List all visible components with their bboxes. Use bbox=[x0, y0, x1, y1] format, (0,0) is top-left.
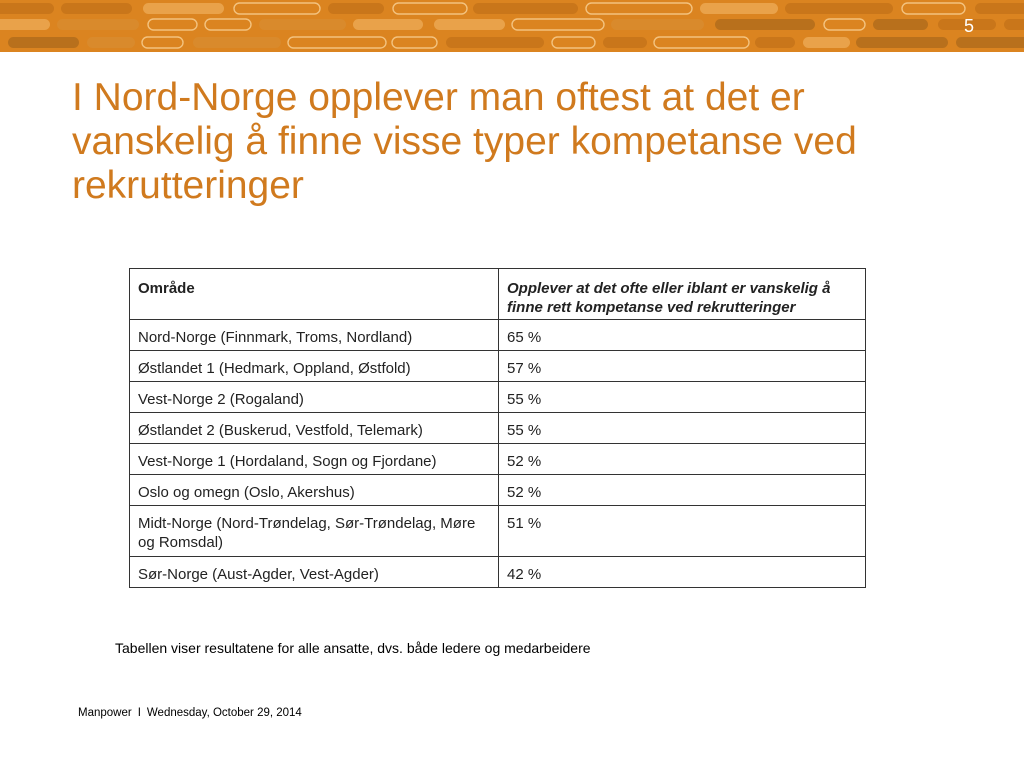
region-cell: Nord-Norge (Finnmark, Troms, Nordland) bbox=[130, 320, 499, 351]
banner-pill bbox=[902, 3, 965, 14]
region-cell: Vest-Norge 2 (Rogaland) bbox=[130, 382, 499, 413]
banner-pill bbox=[328, 3, 384, 14]
banner-pill bbox=[873, 19, 928, 30]
column-header-percentage: Opplever at det ofte eller iblant er vanskelig å finne rett kompetanse ved rekrutteringer bbox=[499, 269, 866, 320]
banner-pill bbox=[142, 37, 183, 48]
percentage-cell: 55 % bbox=[499, 413, 866, 444]
region-cell: Sør-Norge (Aust-Agder, Vest-Agder) bbox=[130, 557, 499, 588]
banner-pill bbox=[392, 37, 437, 48]
table-row bbox=[130, 475, 866, 506]
banner-pill bbox=[552, 37, 595, 48]
table-row bbox=[130, 413, 866, 444]
banner-pill bbox=[446, 37, 544, 48]
banner-pill bbox=[353, 19, 423, 30]
banner-pill bbox=[87, 37, 135, 48]
region-cell: Midt-Norge (Nord-Trøndelag, Sør-Trøndelag, Møre og Romsdal) bbox=[130, 506, 499, 557]
region-cell: Vest-Norge 1 (Hordaland, Sogn og Fjordane) bbox=[130, 444, 499, 475]
region-cell: Østlandet 1 (Hedmark, Oppland, Østfold) bbox=[130, 351, 499, 382]
slide-number: 5 bbox=[963, 16, 974, 36]
banner-pill bbox=[755, 37, 795, 48]
table-header-row bbox=[130, 269, 866, 320]
banner-pill bbox=[803, 37, 850, 48]
percentage-cell: 52 % bbox=[499, 475, 866, 506]
slide-footer bbox=[78, 706, 302, 720]
region-cell: Oslo og omegn (Oslo, Akershus) bbox=[130, 475, 499, 506]
banner-pattern bbox=[0, 0, 1024, 52]
banner-pill bbox=[288, 37, 386, 48]
banner-pill bbox=[393, 3, 467, 14]
banner-pill bbox=[715, 19, 815, 30]
percentage-cell: 65 % bbox=[499, 320, 866, 351]
percentage-cell: 51 % bbox=[499, 506, 866, 557]
percentage-cell: 52 % bbox=[499, 444, 866, 475]
decorative-banner bbox=[0, 0, 1024, 52]
footer-date: Wednesday, October 29, 2014 bbox=[146, 707, 302, 719]
banner-pill bbox=[234, 3, 320, 14]
banner-pill bbox=[611, 19, 704, 30]
region-cell: Østlandet 2 (Buskerud, Vestfold, Telemark) bbox=[130, 413, 499, 444]
table-row bbox=[130, 382, 866, 413]
banner-pill bbox=[956, 37, 1024, 48]
column-header-area: Område bbox=[130, 269, 499, 320]
banner-pill bbox=[654, 37, 749, 48]
banner-pill bbox=[975, 3, 1024, 14]
banner-pill bbox=[785, 3, 893, 14]
table-row bbox=[130, 351, 866, 382]
banner-pill bbox=[8, 37, 79, 48]
percentage-cell: 55 % bbox=[499, 382, 866, 413]
results-table bbox=[129, 268, 866, 588]
table-note: Tabellen viser resultatene for alle ansatte, dvs. både ledere og medarbeidere bbox=[115, 640, 591, 656]
footer-separator: I bbox=[137, 707, 141, 719]
percentage-cell: 57 % bbox=[499, 351, 866, 382]
banner-pill bbox=[0, 19, 50, 30]
slide-title: I Nord-Norge opplever man oftest at det er vanskelig å finne visse typer kompetanse ved rekrutteringer bbox=[72, 76, 857, 207]
banner-pill bbox=[586, 3, 692, 14]
footer-company: Manpower bbox=[78, 707, 132, 719]
banner-pill bbox=[434, 19, 505, 30]
percentage-cell: 42 % bbox=[499, 557, 866, 588]
banner-pill bbox=[1004, 19, 1024, 30]
banner-pill bbox=[700, 3, 778, 14]
banner-pill bbox=[856, 37, 948, 48]
banner-pill bbox=[205, 19, 251, 30]
banner-pill bbox=[61, 3, 132, 14]
table-row bbox=[130, 444, 866, 475]
banner-pill bbox=[193, 37, 281, 48]
banner-pill bbox=[143, 3, 224, 14]
banner-pill bbox=[148, 19, 197, 30]
table-row bbox=[130, 557, 866, 588]
banner-pill bbox=[57, 19, 139, 30]
table-row bbox=[130, 506, 866, 557]
banner-pill bbox=[603, 37, 647, 48]
banner-pill bbox=[0, 3, 54, 14]
banner-pill bbox=[259, 19, 346, 30]
banner-pill bbox=[824, 19, 865, 30]
table-row bbox=[130, 320, 866, 351]
banner-pill bbox=[512, 19, 604, 30]
banner-pill bbox=[473, 3, 578, 14]
